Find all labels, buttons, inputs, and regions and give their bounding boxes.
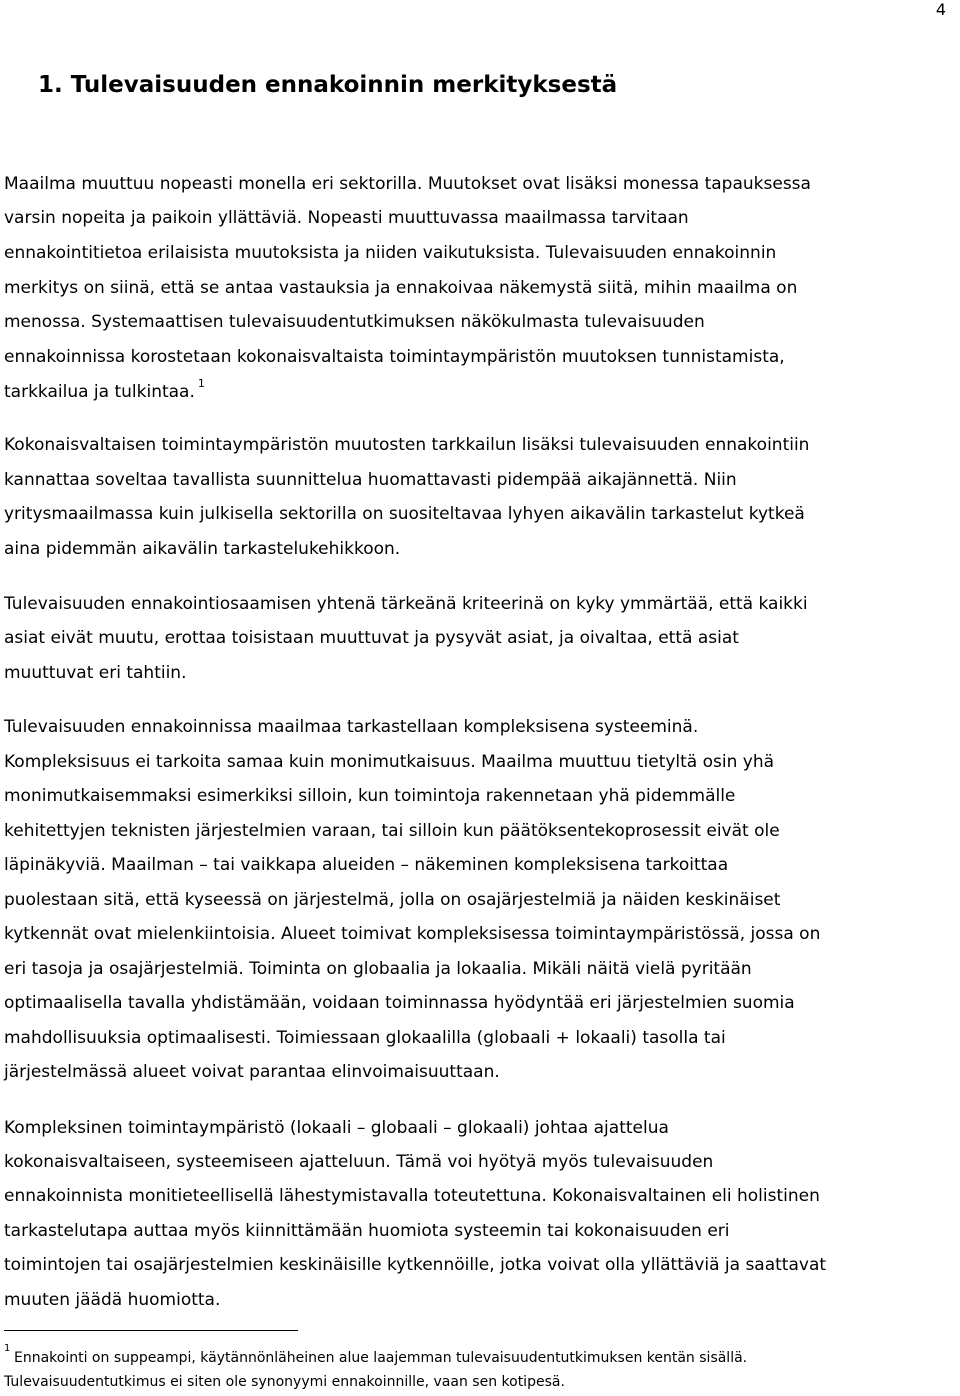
paragraph-line: Kokonaisvaltaisen toimintaympäristön muutosten tarkkailun lisäksi tulevaisuuden ennakointiin xyxy=(4,435,810,455)
paragraph-line: puolestaan sitä, että kyseessä on järjestelmä, jolla on osajärjestelmiä ja näiden keskinäiset xyxy=(4,890,781,910)
paragraph-line-text: tarkkailua ja tulkintaa. xyxy=(4,382,195,402)
paragraph-line: kannattaa soveltaa tavallista suunnittelua huomattavasti pidempää aikajännettä. Niin xyxy=(4,470,737,490)
footnote-mark: 1 xyxy=(4,1343,11,1354)
footnote-reference: 1 xyxy=(197,377,205,390)
paragraph-line: merkitys on siinä, että se antaa vastauksia ja ennakoivaa näkemystä siitä, mihin maailma on xyxy=(4,278,798,298)
paragraph-line: muuten jäädä huomiotta. xyxy=(4,1290,221,1310)
paragraph-line: Tulevaisuuden ennakoinnissa maailmaa tarkastellaan kompleksisena systeeminä. xyxy=(4,717,699,737)
paragraph-line: varsin nopeita ja paikoin yllättäviä. Nopeasti muuttuvassa maailmassa tarvitaan xyxy=(4,208,689,228)
paragraph-line: asiat eivät muutu, erottaa toisistaan muuttuvat ja pysyvät asiat, ja oivaltaa, että asiat xyxy=(4,628,739,648)
paragraph-line: järjestelmässä alueet voivat parantaa elinvoimaisuuttaan. xyxy=(4,1062,500,1082)
paragraph-line xyxy=(4,377,205,406)
paragraph-line: ennakoinnissa korostetaan kokonaisvaltaista toimintaympäristön muutoksen tunnistamista, xyxy=(4,347,785,367)
paragraph-line: Kompleksinen toimintaympäristö (lokaali – globaali – glokaali) johtaa ajattelua xyxy=(4,1118,669,1138)
paragraph-line: aina pidemmän aikavälin tarkastelukehikkoon. xyxy=(4,539,401,559)
paragraph-line: ennakointitietoa erilaisista muutoksista ja niiden vaikutuksista. Tulevaisuuden ennakoinnin xyxy=(4,243,777,263)
paragraph-line: ennakoinnista monitieteellisellä lähestymistavalla toteutettuna. Kokonaisvaltainen eli holistinen xyxy=(4,1186,820,1206)
paragraph-line: Kompleksisuus ei tarkoita samaa kuin monimutkaisuus. Maailma muuttuu tietyltä osin yhä xyxy=(4,752,775,772)
footnote-line: Ennakointi on suppeampi, käytännönläheinen alue laajemman tulevaisuudentutkimuksen kentän sisällä. xyxy=(14,1350,748,1366)
paragraph-line: Tulevaisuuden ennakointiosaamisen yhtenä tärkeänä kriteerinä on kyky ymmärtää, että kaikki xyxy=(4,594,808,614)
page-number: 4 xyxy=(935,0,946,19)
paragraph-line: monimutkaisemmaksi esimerkiksi silloin, kun toimintoja rakennetaan yhä pidemmälle xyxy=(4,786,736,806)
paragraph-line: eri tasoja ja osajärjestelmiä. Toiminta on globaalia ja lokaalia. Mikäli näitä vielä pyritään xyxy=(4,959,752,979)
paragraph-line: optimaalisella tavalla yhdistämään, voidaan toiminnassa hyödyntää eri järjestelmien suomia xyxy=(4,993,795,1013)
paragraph-line: menossa. Systemaattisen tulevaisuudentutkimuksen näkökulmasta tulevaisuuden xyxy=(4,312,705,332)
footnote-line: Tulevaisuudentutkimus ei siten ole synonyymi ennakoinnille, vaan sen kotipesä. xyxy=(4,1374,565,1390)
paragraph-line: Maailma muuttuu nopeasti monella eri sektorilla. Muutokset ovat lisäksi monessa tapauksessa xyxy=(4,174,811,194)
paragraph-line: mahdollisuuksia optimaalisesti. Toimiessaan glokaalilla (globaali + lokaali) tasolla tai xyxy=(4,1028,726,1048)
paragraph-line: kehitettyjen teknisten järjestelmien varaan, tai silloin kun päätöksentekoprosessit eivät ole xyxy=(4,821,780,841)
footnote-divider xyxy=(4,1330,298,1331)
paragraph-line: kytkennät ovat mielenkiintoisia. Alueet toimivat kompleksisessa toimintaympäristössä, jossa on xyxy=(4,924,821,944)
paragraph-line: läpinäkyviä. Maailman – tai vaikkapa alueiden – näkeminen kompleksisena tarkoittaa xyxy=(4,855,729,875)
paragraph-line: tarkastelutapa auttaa myös kiinnittämään huomiota systeemin tai kokonaisuuden eri xyxy=(4,1221,730,1241)
paragraph-line: muuttuvat eri tahtiin. xyxy=(4,663,187,683)
paragraph-line: yritysmaailmassa kuin julkisella sektorilla on suositeltavaa lyhyen aikavälin tarkastelut kytkeä xyxy=(4,504,805,524)
paragraph-line: toimintojen tai osajärjestelmien keskinäisille kytkennöille, jotka voivat olla yllättäviä ja saattavat xyxy=(4,1255,827,1275)
section-heading: 1. Tulevaisuuden ennakoinnin merkityksestä xyxy=(38,72,618,98)
paragraph-line: kokonaisvaltaiseen, systeemiseen ajatteluun. Tämä voi hyötyä myös tulevaisuuden xyxy=(4,1152,714,1172)
